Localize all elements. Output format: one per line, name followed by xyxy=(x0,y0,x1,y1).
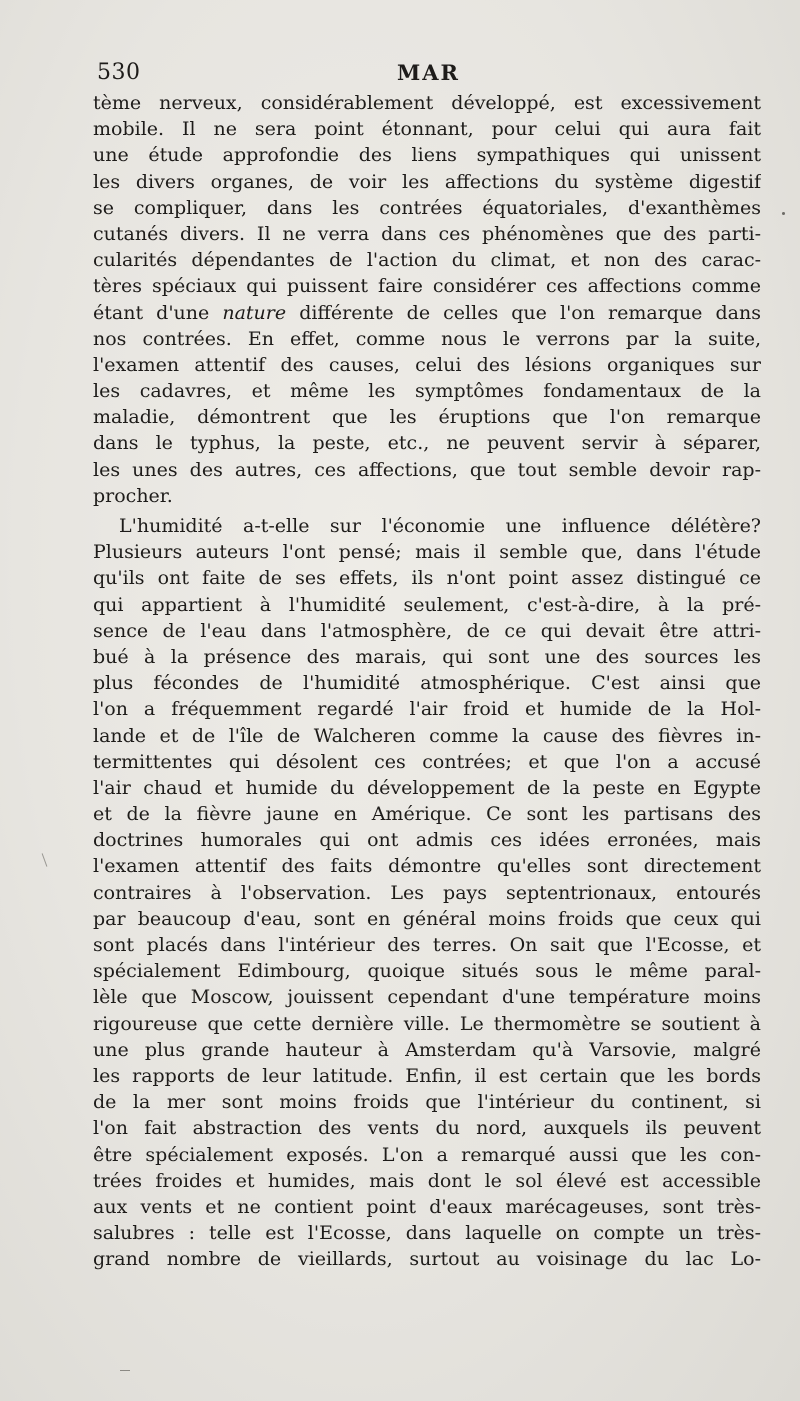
text-line: et de la fièvre jaune en Amérique. Ce sont les partisans des xyxy=(93,803,761,826)
text-line: grand nombre de vieillards, surtout au voisinage du lac Lo- xyxy=(93,1248,761,1271)
text-line: l'air chaud et humide du développement de la peste en Egypte xyxy=(93,776,761,799)
text-line: rigoureuse que cette dernière ville. Le thermomètre se soutient à xyxy=(93,1012,761,1035)
text-line: salubres : telle est l'Ecosse, dans laquelle on compte un très- xyxy=(93,1222,761,1245)
text-line: cularités dépendantes de l'action du climat, et non des carac- xyxy=(93,249,761,272)
text-line: termittentes qui désolent ces contrées; et que l'on a accusé xyxy=(93,750,761,773)
text-line: par beaucoup d'eau, sont en général moins froids que ceux qui xyxy=(93,907,761,930)
text-line: maladie, démontrent que les éruptions que l'on remarque xyxy=(93,406,761,429)
body-text xyxy=(93,90,761,1272)
text-line xyxy=(93,300,761,326)
text-line: cutanés divers. Il ne verra dans ces phénomènes que des parti- xyxy=(93,222,761,245)
text-line: mobile. Il ne sera point étonnant, pour celui qui aura fait xyxy=(93,118,761,141)
text-line: les divers organes, de voir les affections du système digestif xyxy=(93,170,761,193)
margin-speck xyxy=(782,212,785,215)
text-segment: étant d'une xyxy=(93,301,210,324)
text-segment: différente de celles que l'on remarque dans xyxy=(299,301,761,324)
text-line: se compliquer, dans les contrées équatoriales, d'exanthèmes xyxy=(93,196,761,219)
text-line: tème nerveux, considérablement développé, est excessivement xyxy=(93,92,761,114)
text-line: qu'ils ont faite de ses effets, ils n'ont point assez distingué ce xyxy=(93,567,761,590)
text-line: une plus grande hauteur à Amsterdam qu'à Varsovie, malgré xyxy=(93,1038,761,1061)
margin-dash xyxy=(120,1370,130,1371)
text-line: nos contrées. En effet, comme nous le verrons par la suite, xyxy=(93,327,761,350)
text-line: être spécialement exposés. L'on a remarqué aussi que les con- xyxy=(93,1143,761,1166)
text-line: sence de l'eau dans l'atmosphère, de ce qui devait être attri- xyxy=(93,619,761,642)
text-line: l'examen attentif des faits démontre qu'elles sont directement xyxy=(93,855,761,878)
text-line: les rapports de leur latitude. Enfin, il est certain que les bords xyxy=(93,1064,761,1087)
text-line: l'examen attentif des causes, celui des lésions organiques sur xyxy=(93,353,761,376)
text-line: tères spéciaux qui puissent faire considérer ces affections comme xyxy=(93,275,761,298)
text-line: spécialement Edimbourg, quoique situés sous le même paral- xyxy=(93,960,761,983)
text-line: aux vents et ne contient point d'eaux marécageuses, sont très- xyxy=(93,1195,761,1218)
text-line: procher. xyxy=(93,484,173,507)
text-line: Plusieurs auteurs l'ont pensé; mais il semble que, dans l'étude xyxy=(93,541,761,564)
text-line: les unes des autres, ces affections, que tout semble devoir rap- xyxy=(93,458,761,481)
text-line: trées froides et humides, mais dont le sol élevé est accessible xyxy=(93,1169,761,1192)
text-line: contraires à l'observation. Les pays septentrionaux, entourés xyxy=(93,881,761,904)
text-line: sont placés dans l'intérieur des terres. On sait que l'Ecosse, et xyxy=(93,934,761,956)
text-line: lande et de l'île de Walcheren comme la cause des fièvres in- xyxy=(93,724,761,747)
text-line: qui appartient à l'humidité seulement, c'est-à-dire, à la pré- xyxy=(93,593,761,616)
text-line: bué à la présence des marais, qui sont une des sources les xyxy=(93,645,761,668)
page-header xyxy=(97,60,757,92)
text-line: l'on fait abstraction des vents du nord, auxquels ils peuvent xyxy=(93,1117,761,1140)
text-line: lèle que Moscow, jouissent cependant d'une température moins xyxy=(93,986,761,1009)
text-line: plus fécondes de l'humidité atmosphérique. C'est ainsi que xyxy=(93,672,761,695)
text-line: l'on a fréquemment regardé l'air froid et humide de la Hol- xyxy=(93,698,761,721)
running-head: MAR xyxy=(397,60,460,85)
text-line: les cadavres, et même les symptômes fondamentaux de la xyxy=(93,380,761,403)
margin-tick xyxy=(42,853,48,866)
text-line: dans le typhus, la peste, etc., ne peuvent servir à séparer, xyxy=(93,432,761,455)
text-line: L'humidité a-t-elle sur l'économie une influence délétère? xyxy=(119,515,761,537)
italic-word: nature xyxy=(222,301,287,324)
text-line: une étude approfondie des liens sympathiques qui unissent xyxy=(93,144,761,167)
text-line: de la mer sont moins froids que l'intérieur du continent, si xyxy=(93,1091,761,1114)
page-number: 530 xyxy=(97,60,141,85)
text-line: doctrines humorales qui ont admis ces idées erronées, mais xyxy=(93,829,761,852)
